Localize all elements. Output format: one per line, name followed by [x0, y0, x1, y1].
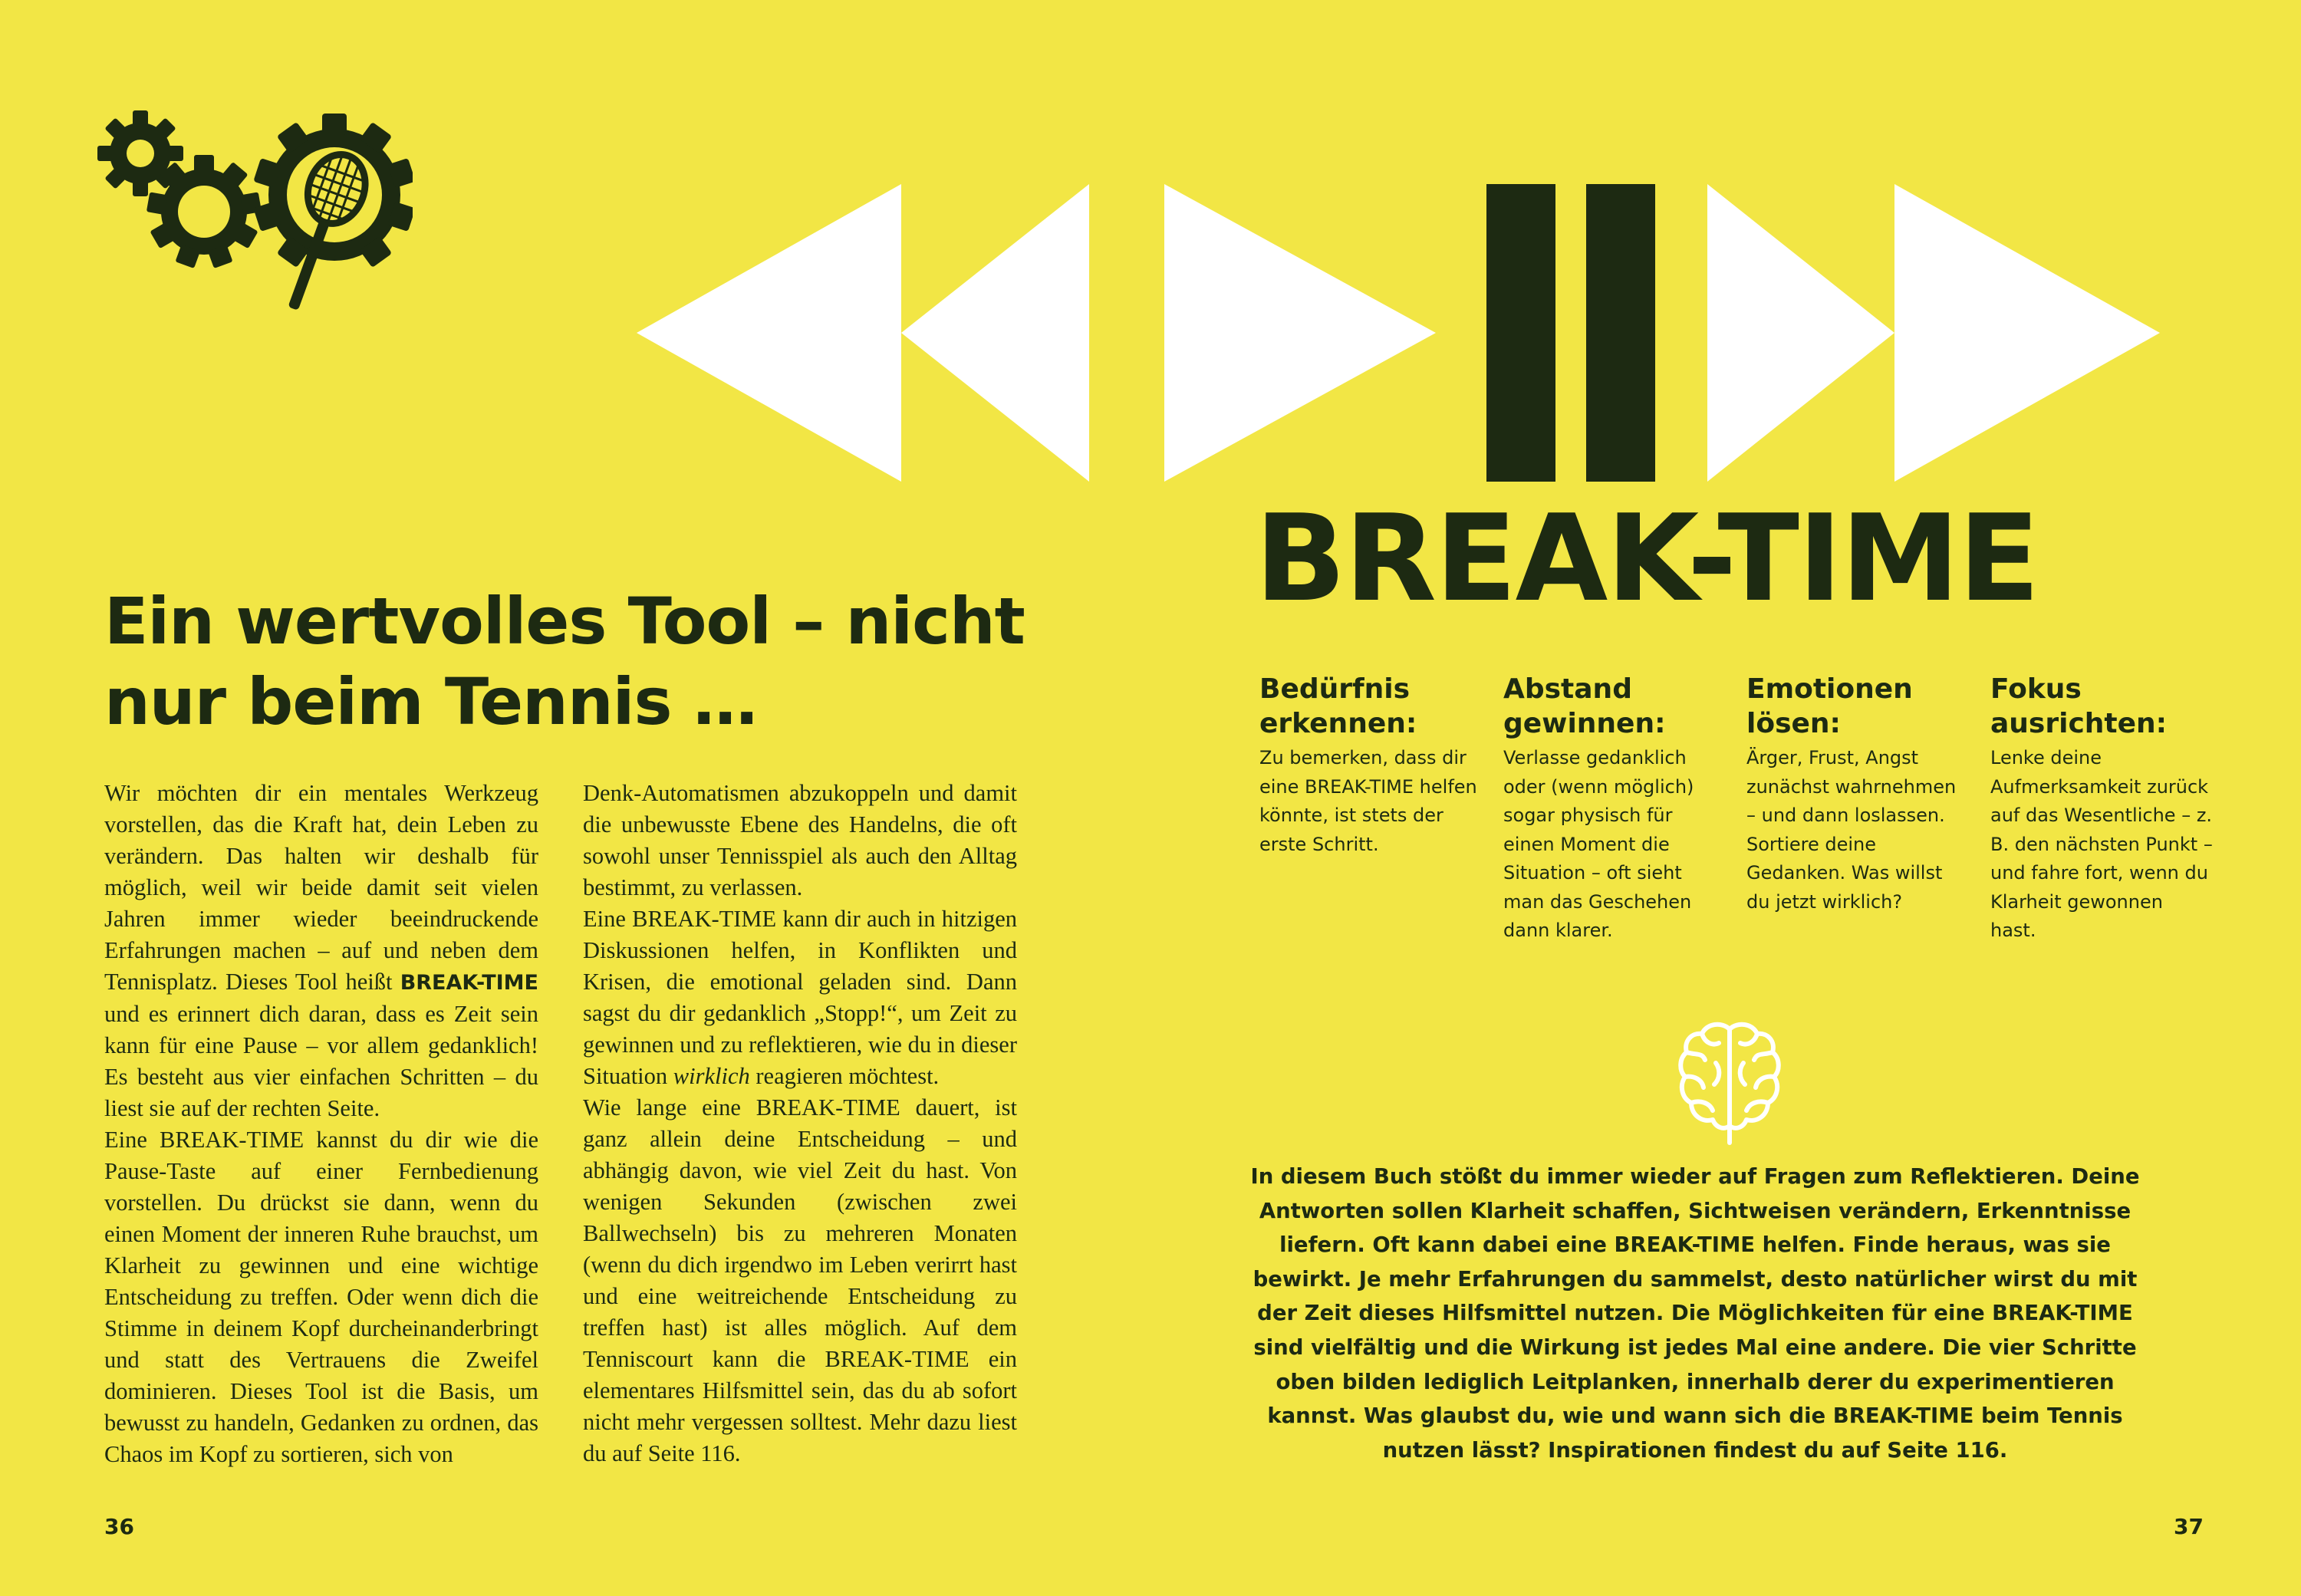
page-headline: Ein wertvolles Tool – nicht nur beim Tennis …: [104, 584, 1025, 739]
body-paragraph: Wir möchten dir ein mentales Werkzeug vorstellen, das die Kraft hat, dein Leben zu verändern. Das halten wir deshalb für möglich, weil wir beide damit seit vielen Jahren immer wieder beeindruckende Erfahrungen machen – auf und neben dem Tennisplatz. Dieses Tool heißt BREAK-TIME und es erinnert dich daran, dass es Zeit sein kann für eine Pause – vor allem gedanklich! Es besteht aus vier einfachen Schritten – du liest sie auf der rechten Seite.: [104, 780, 538, 1121]
step-text: Ärger, Frust, Angst zunächst wahrnehmen – und dann loslassen. Sortiere deine Gedanken. Was willst du jetzt wirklich?: [1746, 747, 1957, 913]
page-number-right: 37: [2174, 1514, 2204, 1539]
step-title: Bedürfnis erkennen:: [1259, 673, 1417, 739]
body-paragraph: Eine BREAK-TIME kannst du dir wie die Pause-Taste auf einer Fernbedienung vorstellen. Du drückst sie dann, wenn du einen Moment der inneren Ruhe brauchst, um Klarheit zu gewinnen und eine wichtige Entscheidung zu treffen. Oder wenn dich die Stimme in deinem Kopf durcheinanderbringt und statt des Vertrauens die Zweifel dominieren. Dieses Tool ist die Basis, um bewusst zu handeln, Gedanken zu ordnen, das Chaos im Kopf zu sortieren, sich von: [104, 1127, 538, 1467]
body-paragraph: Denk-Automatismen abzukoppeln und damit die unbewusste Ebene des Handelns, die oft sowohl unser Tennisspiel als auch den Alltag bestimmt, zu verlassen.: [583, 780, 1017, 900]
break-time-title: BREAK-TIME: [1255, 489, 2039, 628]
body-column-left: [104, 778, 538, 1470]
brain-icon: [1676, 1020, 1783, 1147]
body-paragraph: Eine BREAK-TIME kann dir auch in hitzigen Diskussionen helfen, in Konflikten und Krisen, die emotional geladen sind. Dann sagst du dir gedanklich „Stopp!“, um Zeit zu gewinnen und zu reflektieren, wie du in dieser Situation wirklich reagieren möchtest.: [583, 906, 1017, 1089]
step-text: Lenke deine Aufmerksamkeit zurück auf das Wesentliche – z. B. den nächsten Punkt – und fahre fort, wenn du Klarheit gewonnen hast.: [1990, 747, 2213, 941]
rewind-icon: [637, 184, 1089, 482]
step-3: [1746, 672, 1969, 916]
step-title: Fokus ausrichten:: [1990, 673, 2168, 739]
pause-icon: [1486, 184, 1655, 482]
step-title: Emotionen lösen:: [1746, 673, 1913, 739]
step-1: [1259, 672, 1482, 859]
summary-text: In diesem Buch stößt du immer wieder auf Fragen zum Reflektieren. Deine Antworten sollen Klarheit schaffen, Sichtweisen verändern, Erkenntnisse liefern. Oft kann dabei eine BREAK-TIME helfen. Finde heraus, was sie bewirkt. Je mehr Erfahrungen du sammelst, desto natürlicher wirst du mit der Zeit dieses Hilfsmittel nutzen. Die Möglichkeiten für eine BREAK-TIME sind vielfältig und die Wirkung ist jedes Mal eine andere. Die vier Schritte oben bilden lediglich Leitplanken, innerhalb derer du experimentieren kannst. Was glaubst du, wie und wann sich die BREAK-TIME beim Tennis nutzen lässt? Inspirationen findest du auf Seite 116.: [1250, 1164, 2140, 1463]
body-paragraph: Wie lange eine BREAK-TIME dauert, ist ganz allein deine Entscheidung – und abhängig davon, wie viel Zeit du hast. Von wenigen Sekunden (zwischen zwei Ballwechseln) bis zu mehreren Monaten (wenn du dich irgendwo im Leben verirrt hast und eine weitreichende Entscheidung zu treffen hast) ist alles möglich. Auf dem Tenniscourt kann die BREAK-TIME ein elementares Hilfsmittel sein, das du ab sofort nicht mehr vergessen solltest. Mehr dazu liest du auf Seite 116.: [583, 1094, 1017, 1466]
step-4: [1990, 672, 2213, 946]
body-column-right: [583, 778, 1017, 1469]
fast-forward-icon: [1707, 184, 2160, 482]
break-time-term: BREAK-TIME: [400, 971, 538, 995]
emphasis-word: wirklich: [673, 1063, 750, 1089]
step-text: Zu bemerken, dass dir eine BREAK-TIME helfen könnte, ist stets der erste Schritt.: [1259, 747, 1477, 855]
step-text: Verlasse gedanklich oder (wenn möglich) sogar physisch für einen Moment die Situation – oft sieht man das Geschehen dann klarer.: [1503, 747, 1694, 941]
gears-tennis-racket-icon: [91, 98, 413, 344]
play-icon: [1164, 184, 1436, 482]
step-2: [1503, 672, 1726, 946]
page-number-left: 36: [104, 1514, 134, 1539]
step-title: Abstand gewinnen:: [1503, 673, 1666, 739]
media-controls-graphic: [637, 183, 2247, 483]
